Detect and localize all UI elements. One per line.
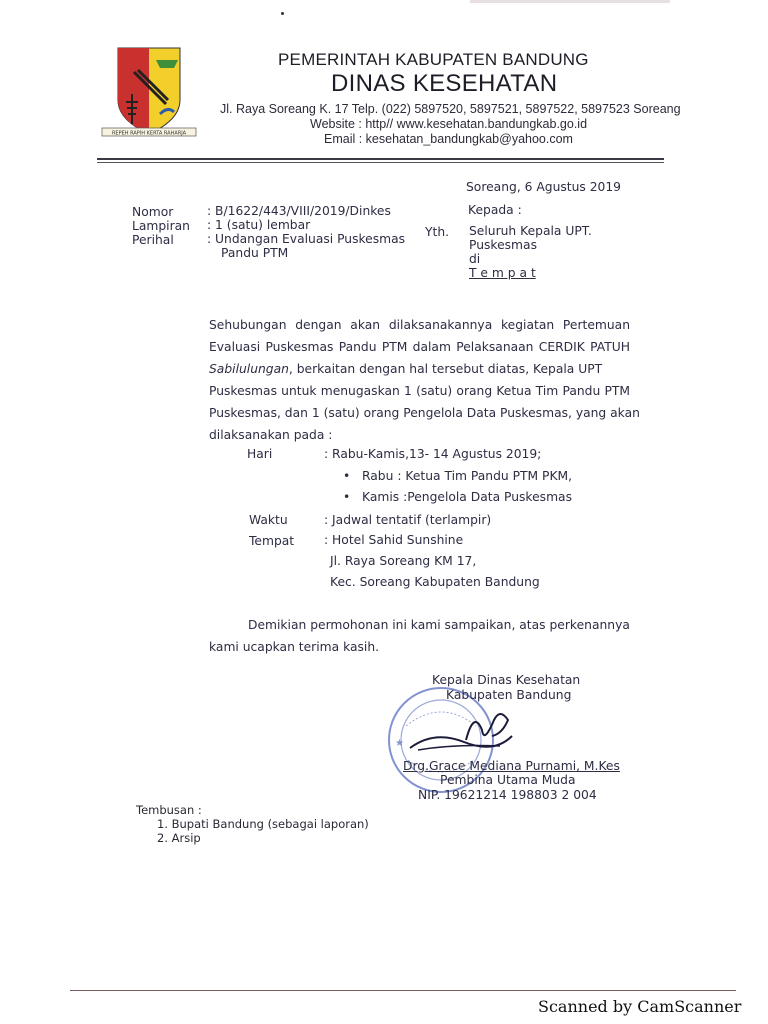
letterhead-email: Email : kesehatan_bandungkab@yahoo.com [324,132,573,146]
tembusan-item-2: 2. Arsip [157,831,201,845]
scan-speck [281,12,284,15]
perihal-label: Perihal [132,233,174,247]
tempat-label: Tempat [249,534,295,548]
svg-text:★: ★ [395,738,404,749]
body-line-3-rest: , berkaitan dengan hal tersebut diatas, Kepala UPT [288,362,603,376]
svg-text:REPEH RAPIH KERTA RAHARJA: REPEH RAPIH KERTA RAHARJA [111,130,187,137]
letterhead-address: Jl. Raya Soreang K. 17 Telp. (022) 5897520, 5897521, 5897522, 5897523 Soreang [220,102,681,116]
letterhead-rule [97,158,664,160]
closing-line-1: Demikian permohonan ini kami sampaikan, atas perkenannya [248,618,630,632]
handwritten-signature [404,700,534,760]
hari-value: : Rabu-Kamis,13- 14 Agustus 2019; [324,447,542,461]
tempat-value-1: : Hotel Sahid Sunshine [324,533,464,547]
body-line-6: dilaksanakan pada : [209,428,333,442]
letterhead-government: PEMERINTAH KABUPATEN BANDUNG [278,50,589,69]
recipient-line-2: Puskesmas [469,238,537,252]
signatory-title-1: Kepala Dinas Kesehatan [432,673,581,687]
recipient-line-1: Seluruh Kepala UPT. [469,224,592,238]
letterhead-rule-thin [97,162,664,163]
waktu-label: Waktu [249,513,288,527]
yth-label: Yth. [425,225,450,239]
bullet-item-rabu: Rabu : Ketua Tim Pandu PTM PKM, [362,469,573,483]
letterhead-agency: DINAS KESEHATAN [331,70,558,97]
perihal-value-cont: Pandu PTM [221,246,289,260]
nomor-label: Nomor [132,205,174,219]
nomor-value: : B/1622/443/VIII/2019/Dinkes [207,204,391,218]
page-edge [470,0,670,3]
body-line-4: Puskesmas untuk menugaskan 1 (satu) orang Ketua Tim Pandu PTM [209,384,630,398]
recipient-line-3: di [469,252,481,266]
bullet-icon: • [343,490,351,504]
letter-date: Soreang, 6 Agustus 2019 [466,180,622,194]
letterhead-website: Website : http// www.kesehatan.bandungkab.go.id [310,117,588,131]
lampiran-value: : 1 (satu) lembar [207,218,311,232]
recipient-line-4: T e m p a t [469,266,536,280]
tempat-value-2: Jl. Raya Soreang KM 17, [330,554,477,568]
body-line-1: Sehubungan dengan akan dilaksanakannya kegiatan Pertemuan [209,318,630,332]
page-bottom-edge [70,990,736,991]
signatory-rank: Pembina Utama Muda [440,773,576,787]
signatory-nip: NIP. 19621214 198803 2 004 [418,788,597,802]
kepada-label: Kepada : [468,203,522,217]
bullet-icon: • [343,469,351,483]
bullet-item-kamis: Kamis :Pengelola Data Puskesmas [362,490,572,504]
tembusan-item-1: 1. Bupati Bandung (sebagai laporan) [157,817,369,831]
closing-line-2: kami ucapkan terima kasih. [209,640,380,654]
body-line-2: Evaluasi Puskesmas Pandu PTM dalam Pelaksanaan CERDIK PATUH [209,340,630,354]
tempat-value-3: Kec. Soreang Kabupaten Bandung [330,575,540,589]
waktu-value: : Jadwal tentatif (terlampir) [324,513,492,527]
signatory-name: Drg.Grace Mediana Purnami, M.Kes [403,759,620,773]
signatory-title-2: Kabupaten Bandung [446,688,572,702]
hari-label: Hari [247,447,273,461]
lampiran-label: Lampiran [132,219,190,233]
bandung-regency-logo [96,44,202,142]
body-italic-term: Sabilulungan [209,362,289,376]
body-line-3 [209,362,630,376]
tembusan-label: Tembusan : [136,803,202,817]
camscanner-watermark: Scanned by CamScanner [538,997,742,1016]
body-line-5: Puskesmas, dan 1 (satu) orang Pengelola Data Puskesmas, yang akan [209,406,640,420]
perihal-value: : Undangan Evaluasi Puskesmas [207,232,406,246]
